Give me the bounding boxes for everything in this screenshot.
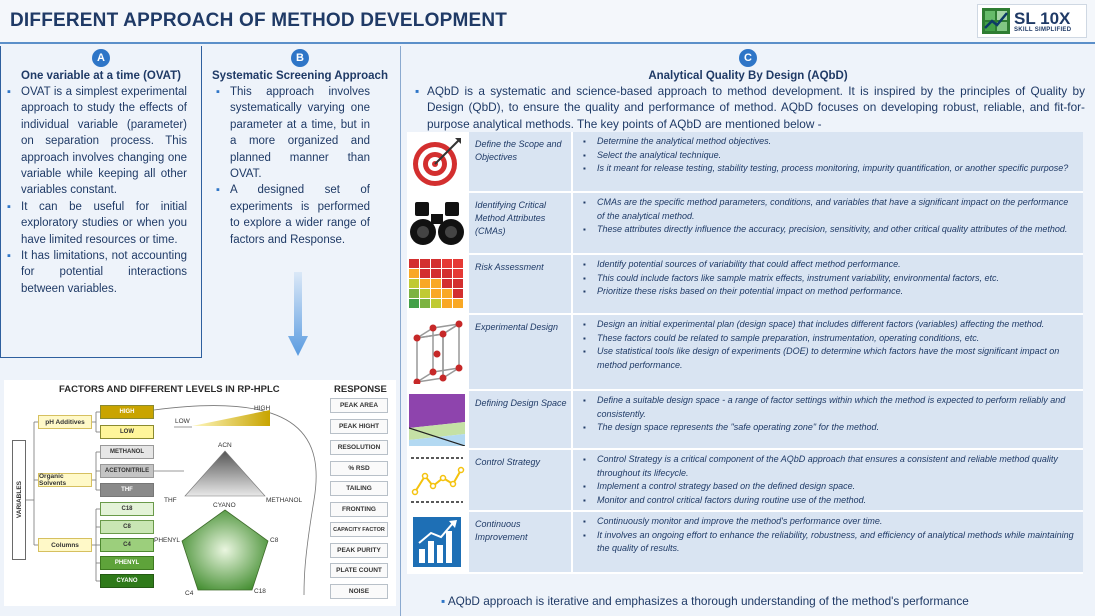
table-row [407, 193, 1083, 255]
row-title: Defining Design Space [469, 391, 573, 448]
response-item: CAPACITY FACTOR [330, 522, 388, 537]
logo-subtitle: SKILL SIMPLIFIED [1014, 26, 1072, 33]
binoculars-icon [407, 193, 469, 253]
gradient-low-label: LOW [175, 418, 190, 425]
list-item: ▪ Implement a control strategy based on the defined design space. [583, 480, 1075, 494]
factor-ph-additives: pH Additives [38, 415, 92, 429]
brand-logo [977, 4, 1087, 38]
table-row [407, 132, 1083, 193]
page-title: DIFFERENT APPROACH OF METHOD DEVELOPMENT [10, 10, 508, 31]
factor-organic-solvents: Organic Solvents [38, 473, 92, 487]
triangle-acn-label: ACN [218, 442, 232, 449]
badge-a: A [92, 49, 110, 67]
solvent-triangle [185, 451, 265, 496]
list-item: ▪ It can be useful for initial exploratory studies or when you have limited resources or time. [3, 199, 187, 248]
level-methanol: METHANOL [100, 445, 154, 459]
response-item: RESOLUTION [330, 440, 388, 455]
level-acetonitrile: ACETONITRILE [100, 464, 154, 478]
row-title: Continuous Improvement [469, 512, 573, 572]
variables-label: VARIABLES [12, 440, 26, 560]
list-item: ▪ Is it meant for release testing, stability testing, process monitoring, impurity quantification, or another specific purpose? [583, 162, 1075, 176]
logo-main-text: SL 10X [1014, 8, 1071, 28]
list-item: ▪ Define a suitable design space - a range of factor settings within which the method is expected to perform reliably and consistently. [583, 394, 1075, 421]
level-c18: C18 [100, 502, 154, 516]
list-item: ▪ These attributes directly influence the accuracy, precision, sensitivity, and other critical quality attributes of the method. [583, 223, 1075, 237]
badge-b: B [291, 49, 309, 67]
list-item: ▪ A designed set of experiments is performed to explore a wider range of factors and Response. [212, 182, 370, 248]
level-c8: C8 [100, 520, 154, 534]
factor-columns: Columns [38, 538, 92, 552]
control-chart-icon [407, 450, 469, 510]
list-item: ▪ Design an initial experimental plan (design space) that includes different factors (variables) affecting the method. [583, 318, 1075, 332]
table-row [407, 512, 1083, 574]
down-arrow-icon [288, 272, 308, 356]
aqbd-table [407, 132, 1083, 574]
list-item: ▪ Determine the analytical method objectives. [583, 135, 1075, 149]
badge-c: C [739, 49, 757, 67]
pentagon-phenyl-label: PHENYL [154, 537, 181, 544]
row-title: Control Strategy [469, 450, 573, 510]
aqbd-heading: Analytical Quality By Design (AQbD) [648, 70, 848, 82]
level-low: LOW [100, 425, 154, 439]
list-item: ▪ This could include factors like sample matrix effects, instrument variability, environmental factors, etc. [583, 272, 1075, 286]
table-row [407, 255, 1083, 315]
column-ovat [0, 46, 202, 358]
factors-diagram-title: FACTORS AND DIFFERENT LEVELS IN RP-HPLC [59, 384, 280, 395]
row-title: Experimental Design [469, 315, 573, 389]
ovat-bullets [3, 84, 187, 297]
risk-matrix-icon [407, 255, 469, 313]
list-item: ▪ Continuously monitor and improve the method's performance over time. [583, 515, 1075, 529]
response-item: TAILING [330, 481, 388, 496]
ovat-heading: One variable at a time (OVAT) [21, 70, 181, 82]
triangle-thf-label: THF [164, 497, 177, 504]
level-cyano: CYANO [100, 574, 154, 588]
list-item: ▪ Use statistical tools like design of experiments (DOE) to determine which factors have the most significant impact on method performance. [583, 345, 1075, 372]
list-item: ▪ The design space represents the "safe operating zone" for the method. [583, 421, 1075, 435]
list-item: ▪ This approach involves systematically varying one parameter at a time, but in a more organized and planned manner than OVAT. [212, 84, 370, 182]
pentagon-c18-label: C18 [254, 588, 266, 595]
level-gradient-wedge [192, 410, 270, 426]
response-item: PLATE COUNT [330, 563, 388, 578]
response-item: FRONTING [330, 502, 388, 517]
aqbd-intro: ▪ AQbD is a systematic and science-based approach to method development. It is inspired by the principles of Quality by Design (QbD), to ensure the quality and performance of method. AQbD focuses on developing robust, reliable, and fit-for-purpose analytical methods. The key points of AQbD are mentioned below - [415, 83, 1085, 132]
screening-heading: Systematic Screening Approach [212, 70, 388, 82]
screening-bullets [212, 84, 370, 248]
response-title: RESPONSE [334, 384, 387, 395]
target-icon [407, 132, 469, 191]
logo-icon [982, 8, 1010, 34]
list-item: ▪ It involves an ongoing effort to enhance the reliability, robustness, and efficiency of analytical methods while maintaining the quality of results. [583, 529, 1075, 556]
row-title: Define the Scope and Objectives [469, 132, 573, 191]
response-item: % RSD [330, 461, 388, 476]
response-item: PEAK PURITY [330, 543, 388, 558]
list-item: ▪ Identify potential sources of variability that could affect method performance. [583, 258, 1075, 272]
gradient-high-label: HIGH [254, 405, 271, 412]
design-space-icon [407, 391, 469, 448]
table-row [407, 315, 1083, 391]
level-thf: THF [100, 483, 154, 497]
row-title: Identifying Critical Method Attributes (CMAs) [469, 193, 573, 253]
pentagon-c4-label: C4 [185, 590, 194, 597]
column-aqbd [400, 46, 1095, 616]
list-item: ▪ These factors could be related to sample preparation, instrumentation, operating conditions, etc. [583, 332, 1075, 346]
level-c4: C4 [100, 538, 154, 552]
list-item: ▪ Monitor and control critical factors during routine use of the method. [583, 494, 1075, 508]
response-item: PEAK HIGHT [330, 419, 388, 434]
list-item: ▪ It has limitations, not accounting for potential interactions between variables. [3, 248, 187, 297]
row-title: Risk Assessment [469, 255, 573, 313]
triangle-methanol-label: METHANOL [266, 497, 303, 504]
improvement-chart-icon [407, 512, 469, 572]
level-high: HIGH [100, 405, 154, 419]
response-item: NOISE [330, 584, 388, 599]
pentagon-cyano-label: CYANO [213, 502, 236, 509]
pentagon-c8-label: C8 [270, 537, 279, 544]
list-item: ▪ Select the analytical technique. [583, 149, 1075, 163]
list-item: ▪ Prioritize these risks based on their potential impact on method performance. [583, 285, 1075, 299]
factors-diagram [4, 380, 396, 606]
header [0, 0, 1095, 44]
response-item: PEAK AREA [330, 398, 388, 413]
list-item: ▪ Control Strategy is a critical component of the AQbD approach that ensures a consistent and reliable method quality throughout its lifecycle. [583, 453, 1075, 480]
level-phenyl: PHENYL [100, 556, 154, 570]
column-pentagon [182, 510, 268, 590]
list-item: ▪ OVAT is a simplest experimental approach to study the effects of individual variable (parameter) on separation process. This approach involves changing one variable while keeping all other variables constant. [3, 84, 187, 199]
aqbd-footer: ▪ AQbD approach is iterative and emphasizes a thorough understanding of the method's performance [441, 594, 969, 608]
design-cube-icon [407, 315, 469, 389]
list-item: ▪ CMAs are the specific method parameters, conditions, and variables that have a significant impact on the performance of the analytical method. [583, 196, 1075, 223]
table-row [407, 450, 1083, 512]
table-row [407, 391, 1083, 450]
